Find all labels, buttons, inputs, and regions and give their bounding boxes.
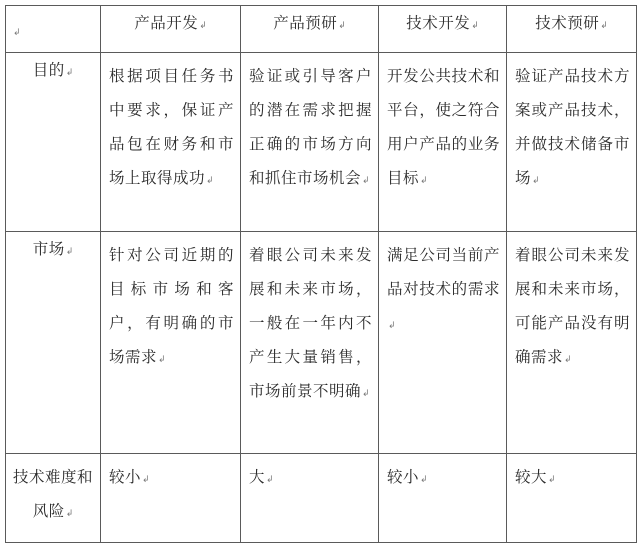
paragraph-mark-icon: ↲	[142, 475, 150, 485]
row-label-cell	[6, 232, 101, 454]
table-cell	[241, 53, 379, 232]
cell-text: 验证产品技术方案或产品技术，并做技术储备市场	[515, 67, 630, 187]
table-row	[6, 53, 637, 232]
cell-text: 较小	[109, 468, 142, 486]
table-row	[6, 454, 637, 543]
column-header	[241, 6, 379, 53]
cell-text: 较大	[515, 468, 548, 486]
paragraph-mark-icon: ↲	[65, 509, 74, 519]
table-cell	[507, 232, 637, 454]
paragraph-mark-icon: ↲	[420, 176, 428, 186]
cell-text: 验证或引导客户的潜在需求把握正确的市场方向和抓住市场机会	[249, 67, 372, 187]
paragraph-mark-icon: ↲	[13, 28, 21, 38]
table-cell	[241, 232, 379, 454]
paragraph-mark-icon: ↲	[158, 355, 166, 365]
paragraph-mark-icon: ↲	[600, 21, 608, 31]
paragraph-mark-icon: ↲	[564, 355, 572, 365]
column-header	[507, 6, 637, 53]
paragraph-mark-icon: ↲	[65, 68, 74, 78]
table-cell	[101, 454, 241, 543]
column-header	[379, 6, 507, 53]
column-header-label: 产品开发	[134, 14, 199, 32]
header-row	[6, 6, 637, 53]
paragraph-mark-icon: ↲	[471, 21, 479, 31]
table-cell	[379, 53, 507, 232]
paragraph-mark-icon: ↲	[388, 321, 396, 331]
column-header-label: 技术开发	[406, 14, 471, 32]
row-label: 市场	[32, 240, 65, 258]
table-cell	[241, 454, 379, 543]
header-corner-cell	[6, 6, 101, 53]
table-cell	[101, 53, 241, 232]
comparison-table	[5, 5, 637, 543]
column-header-label: 产品预研	[273, 14, 338, 32]
table-cell	[379, 454, 507, 543]
column-header	[101, 6, 241, 53]
paragraph-mark-icon: ↲	[338, 21, 346, 31]
paragraph-mark-icon: ↲	[362, 389, 370, 399]
paragraph-mark-icon: ↲	[199, 21, 207, 31]
paragraph-mark-icon: ↲	[548, 475, 556, 485]
paragraph-mark-icon: ↲	[420, 475, 428, 485]
cell-text: 大	[249, 468, 266, 486]
table-cell	[507, 53, 637, 232]
table-cell	[379, 232, 507, 454]
column-header-label: 技术预研	[535, 14, 600, 32]
row-label-cell	[6, 454, 101, 543]
table-cell	[101, 232, 241, 454]
cell-text: 较小	[387, 468, 420, 486]
paragraph-mark-icon: ↲	[266, 475, 274, 485]
paragraph-mark-icon: ↲	[532, 176, 540, 186]
cell-text: 满足公司当前产品对技术的需求	[387, 246, 500, 298]
cell-text: 根据项目任务书中要求，保证产品包在财务和市场上取得成功	[109, 67, 234, 187]
cell-text: 针对公司近期的目标市场和客户，有明确的市场需求	[109, 246, 234, 366]
cell-text: 着眼公司未来发展和未来市场，一般在一年内不产生大量销售，市场前景不明确	[249, 246, 372, 400]
cell-text: 开发公共技术和平台，使之符合用户产品的业务目标	[387, 67, 500, 187]
paragraph-mark-icon: ↲	[362, 176, 370, 186]
row-label: 目的	[32, 61, 65, 79]
cell-text: 着眼公司未来发展和未来市场，可能产品没有明确需求	[515, 246, 630, 366]
row-label: 技术难度和风险	[12, 468, 93, 520]
table-row	[6, 232, 637, 454]
table-cell	[507, 454, 637, 543]
paragraph-mark-icon: ↲	[65, 247, 74, 257]
row-label-cell	[6, 53, 101, 232]
paragraph-mark-icon: ↲	[206, 176, 214, 186]
